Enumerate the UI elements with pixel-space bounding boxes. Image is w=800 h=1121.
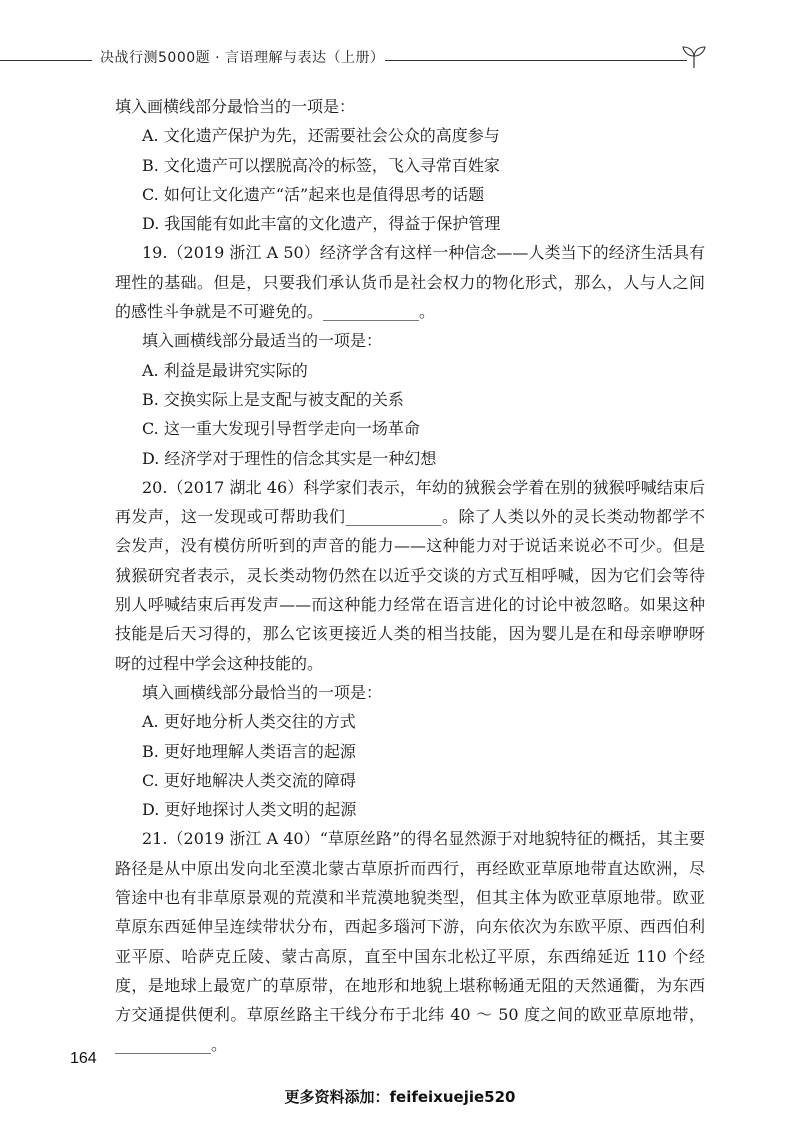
header-rule-right (385, 60, 687, 61)
q18-prompt: 填入画横线部分最恰当的一项是： (115, 97, 356, 116)
running-header (0, 44, 800, 74)
header-title: 决战行测5000题 · 言语理解与表达（上册） (100, 50, 385, 66)
q20-option-a: A. 更好地分析人类交往的方式 (142, 712, 356, 732)
q20-prompt: 填入画横线部分最恰当的一项是： (142, 682, 383, 702)
q20-option-b: B. 更好地理解人类语言的起源 (142, 741, 356, 761)
q18-option-b: B. 文化遗产可以摆脱高冷的标签，飞入寻常百姓家 (142, 155, 500, 175)
q20-option-c: C. 更好地解决人类交流的障碍 (142, 770, 356, 790)
q18-option-a: A. 文化遗产保护为先，还需要社会公众的高度参与 (142, 126, 500, 146)
q19-option-a: A. 利益是最讲究实际的 (142, 360, 308, 380)
header-rule-left (0, 60, 92, 61)
q19-prompt: 填入画横线部分最适当的一项是： (142, 331, 383, 351)
q19-option-b: B. 交换实际上是支配与被支配的关系 (142, 389, 404, 409)
q18-option-c: C. 如何让文化遗产“活”起来也是值得思考的话题 (142, 184, 485, 204)
q20-stem: 20.（2017 湖北 46）科学家们表示，年幼的狨猴会学着在别的狨猴呼喊结束后再发声，这一发现或可帮助我们____________。除了人类以外的灵长类动物都学不会发声，没有模仿所听到的声音的能力——这种能力对于说话来说必不可少。但是狨猴研究者表示，灵长类动物仍然在以近乎交谈的方式互相呼喊，因为它们会等待别人呼喊结束后再发声——而这种能力经常在语言进化的讨论中被忽略。如果这种技能是后天习得的，那么它该更接近人类的相当技能，因为婴儿是在和母亲咿咿呀呀的过程中学会这种技能的。 (115, 477, 705, 673)
sprout-icon (680, 44, 708, 70)
q20-option-d: D. 更好地探讨人类文明的起源 (142, 800, 357, 820)
q21-stem: 21.（2019 浙江 A 40）“草原丝路”的得名显然源于对地貌特征的概括，其主要路径是从中原出发向北至漠北蒙古草原折而西行，再经欧亚草原地带直达欧洲，尽管途中也有非草原景观的荒漠和半荒漠地貌类型，但其主体为欧亚草原地带。欧亚草原东西延伸呈连续带状分布，西起多瑙河下游，向东依次为东欧平原、西西伯利亚平原、哈萨克丘陵、蒙古高原，直至中国东北松辽平原，东西绵延近 110 个经度，是地球上最宽广的草原带，在地形和地貌上堪称畅通无阻的天然通衢，为东西方交通提供便利。草原丝路主干线分布于北纬 40 ～ 50 度之间的欧亚草原地带，____________。 (115, 829, 705, 1054)
q19-option-d: D. 经济学对于理性的信念其实是一种幻想 (142, 448, 437, 468)
q18-option-d: D. 我国能有如此丰富的文化遗产，得益于保护管理 (142, 214, 501, 234)
q19-stem: 19.（2019 浙江 A 50）经济学含有这样一种信念——人类当下的经济生活具有理性的基础。但是，只要我们承认货币是社会权力的物化形式，那么，人与人之间的感性斗争就是不可避免的。____________。 (115, 243, 705, 322)
footer-note: 更多资料添加：feifeixuejie520 (284, 1088, 516, 1106)
page-number: 164 (70, 1050, 97, 1067)
q19-option-c: C. 这一重大发现引导哲学走向一场革命 (142, 419, 420, 439)
page-content (115, 92, 705, 1059)
